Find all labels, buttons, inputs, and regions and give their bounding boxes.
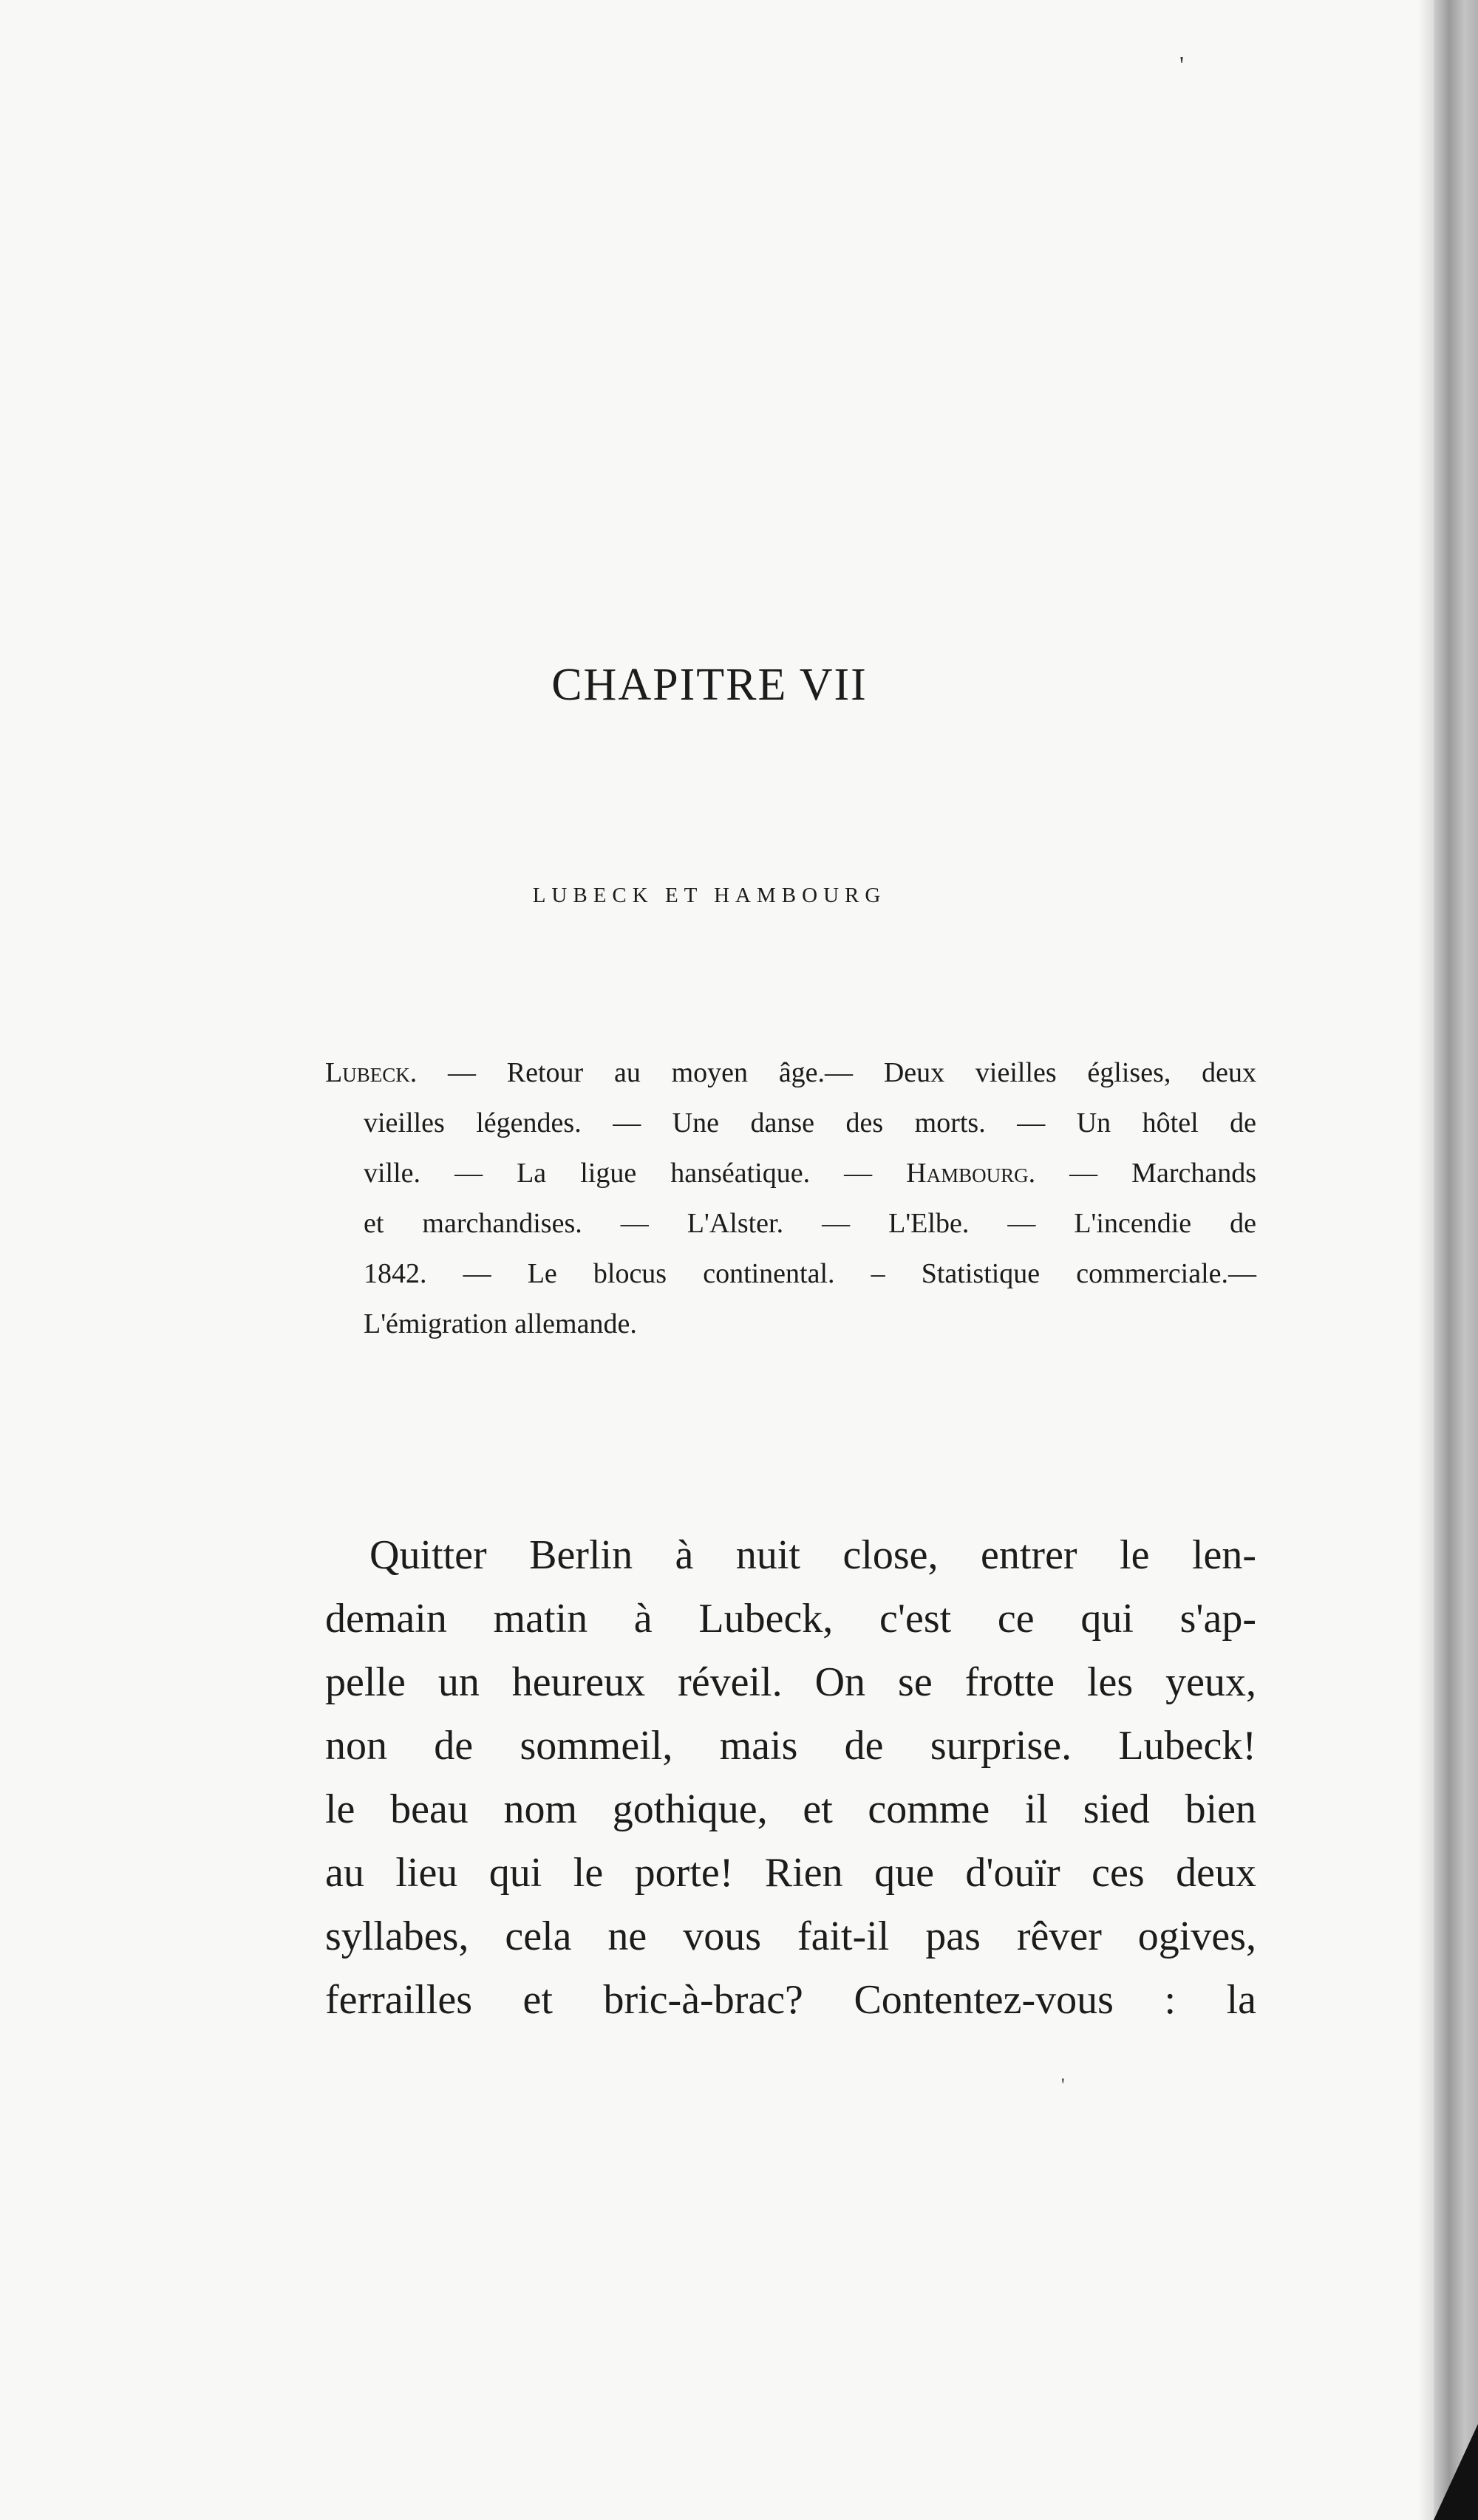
body-line: Quitter Berlin à nuit close, entrer le len-	[370, 1532, 1256, 1578]
summary-line: L'émigration allemande.	[364, 1308, 637, 1339]
chapter-subtitle: LUBECK ET HAMBOURG	[532, 884, 887, 907]
body-line: demain matin à Lubeck, c'est ce qui s'ap-	[325, 1596, 1256, 1642]
page-edge-shadow	[1417, 0, 1434, 2520]
summary-line	[325, 1048, 1256, 1098]
chapter-summary	[325, 1048, 1256, 1349]
summary-place-hambourg: Hambourg.	[906, 1158, 1036, 1189]
body-line: non de sommeil, mais de surprise. Lubeck!	[325, 1723, 1256, 1769]
body-line: au lieu qui le porte! Rien que d'ouïr ces deux	[325, 1850, 1256, 1896]
body-line: ferrailles et bric-à-brac? Contentez-vous : la	[325, 1977, 1256, 2023]
body-paragraph	[325, 1523, 1256, 2032]
chapter-title: CHAPITRE VII	[551, 660, 868, 710]
stray-mark-top: '	[1179, 52, 1185, 79]
body-line: pelle un heureux réveil. On se frotte les yeux,	[325, 1659, 1256, 1705]
summary-text: ville. — La ligue hanséatique. —	[364, 1158, 907, 1189]
stray-mark-bottom: '	[1061, 2075, 1065, 2096]
page-corner-dark	[1434, 2424, 1478, 2520]
summary-place-lubeck: Lubeck.	[325, 1057, 418, 1088]
body-line: syllabes, cela ne vous fait-il pas rêver ogives,	[325, 1913, 1256, 1959]
body-line: le beau nom gothique, et comme il sied bien	[325, 1786, 1256, 1832]
summary-text: — Retour au moyen âge.— Deux vieilles églises, deux	[417, 1057, 1256, 1088]
summary-line: et marchandises. — L'Alster. — L'Elbe. — L'incendie de	[364, 1208, 1256, 1239]
summary-text: — Marchands	[1035, 1158, 1256, 1189]
summary-line	[325, 1148, 1256, 1198]
summary-line: vieilles légendes. — Une danse des morts. — Un hôtel de	[364, 1107, 1256, 1138]
book-spine-edge	[1434, 0, 1478, 2520]
summary-line: 1842. — Le blocus continental. – Statistique commerciale.—	[364, 1258, 1256, 1289]
